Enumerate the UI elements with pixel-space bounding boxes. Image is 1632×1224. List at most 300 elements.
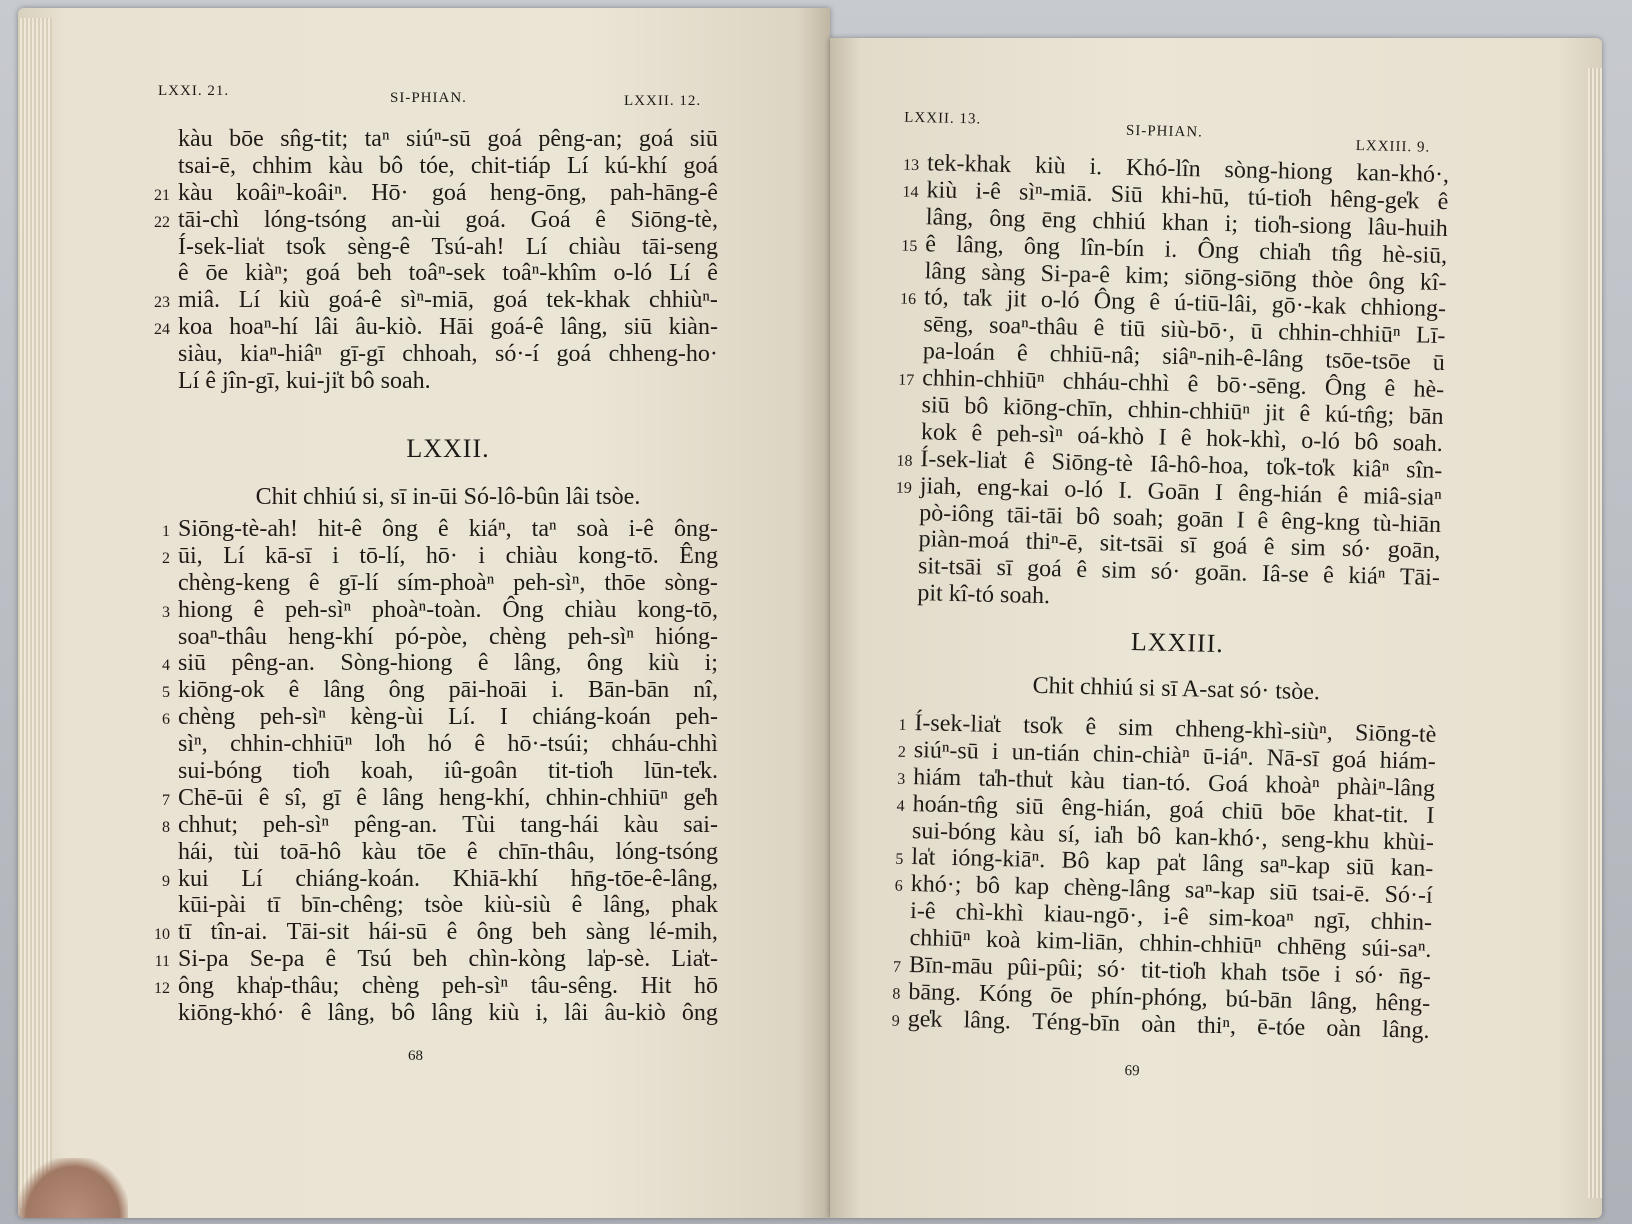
word: sî,: [284, 784, 307, 811]
word: tó,: [923, 284, 950, 312]
word: ê: [466, 838, 478, 865]
word: ông: [382, 516, 419, 542]
verse-number: 24: [154, 321, 170, 339]
word: tsōe: [1281, 960, 1321, 988]
word: âu-kiò.: [355, 314, 423, 341]
word: Só·-í: [1384, 882, 1433, 910]
word: eng-kai: [976, 474, 1050, 502]
page-edges-left: [18, 18, 52, 1208]
word: bô: [391, 1000, 416, 1027]
word: ê: [1384, 375, 1396, 403]
word: ê: [1263, 534, 1275, 561]
word: Nā-sī: [1266, 744, 1320, 773]
word: ê: [438, 516, 449, 542]
word: jiah,: [919, 472, 963, 500]
word: siū: [921, 392, 950, 419]
word: ê: [356, 784, 367, 811]
word: i.: [551, 677, 564, 704]
word: hō: [694, 973, 718, 1000]
word: i.: [1089, 153, 1103, 181]
word: Goá: [530, 206, 571, 233]
word: Í-sek-lia̍t: [920, 445, 1008, 474]
word: sai-: [683, 811, 718, 838]
word: kim-liān,: [1036, 928, 1124, 957]
word: Iâ-se: [1261, 561, 1309, 589]
word: o-ló: [1300, 427, 1341, 455]
word: kiù: [488, 1000, 520, 1027]
verse-number: 12: [154, 980, 170, 998]
word: kèng-ùi: [350, 704, 424, 731]
word: sîn-: [1405, 456, 1443, 484]
word: kàu: [361, 838, 397, 865]
text-line: [178, 1000, 718, 1027]
word: gī-gī: [339, 341, 385, 368]
word: siū: [1346, 854, 1375, 882]
word: ê: [971, 420, 983, 447]
word: Chē-ūi: [178, 784, 244, 811]
word: kim;: [1125, 262, 1170, 290]
word: ge̍h: [683, 784, 718, 811]
word: i-ê: [909, 898, 936, 925]
word: i: [478, 542, 486, 569]
verse-number: 4: [896, 797, 905, 815]
word: tian-tó.: [1122, 768, 1192, 797]
word: pêng-an;: [538, 126, 623, 152]
word: lâi: [564, 1000, 589, 1027]
word: soaⁿ-thâu: [988, 313, 1079, 342]
left-page: [18, 8, 830, 1218]
word: goá-ê: [328, 287, 382, 314]
word: I: [1158, 424, 1167, 451]
word: ê: [595, 206, 606, 233]
word: hō·: [425, 542, 458, 569]
word: oá-khò: [1077, 422, 1145, 451]
word: Ông: [1197, 237, 1240, 265]
word: un-tián: [1011, 739, 1080, 767]
word: chiàu: [564, 596, 617, 623]
word: Tsú-ah!: [431, 233, 505, 260]
word: kan-khó·,: [1174, 823, 1268, 852]
text-line: [178, 731, 718, 758]
word: khoàⁿ: [1265, 771, 1320, 800]
word: chiū: [1221, 797, 1264, 825]
text-line: [162, 650, 718, 677]
word: bô: [1354, 428, 1379, 456]
word: kiau-ngō·,: [1043, 901, 1144, 930]
word: chīn-thâu,: [498, 838, 595, 865]
word: goān.: [1194, 559, 1248, 587]
word: Siōng-tè: [1354, 720, 1437, 748]
word: hit-ê: [318, 516, 362, 542]
word: hn̄g-tōe-ê-lâng,: [570, 865, 718, 892]
word: lâng: [382, 784, 424, 811]
word: kong-tō,: [637, 596, 718, 623]
word: chhim: [252, 152, 313, 179]
word: ê: [253, 596, 265, 623]
word: phoàⁿ-toàn.: [371, 596, 482, 623]
word: tek-khak: [546, 287, 631, 314]
word: tiū: [1119, 316, 1146, 343]
word: Êng: [679, 542, 718, 569]
text-line: [178, 234, 718, 261]
right-page: [830, 38, 1602, 1218]
word: koà: [985, 926, 1022, 954]
word: chhiong-: [1360, 294, 1447, 323]
word: Khiā-khí: [452, 865, 538, 892]
word: sēng,: [923, 311, 974, 339]
word: chháu-chhì: [1062, 368, 1170, 397]
word: chèng-lâng: [1063, 874, 1171, 904]
word: só·-í: [495, 341, 539, 368]
word: Bô: [1061, 847, 1090, 875]
word: ông: [476, 919, 513, 946]
word: ú-tiū-lâi,: [1173, 290, 1258, 319]
word: lé-mih,: [649, 919, 718, 946]
word: kūi-pài: [178, 892, 246, 919]
word: pêng-an.: [353, 811, 438, 838]
word: bô: [964, 393, 989, 420]
word: kiâⁿ: [1352, 455, 1390, 483]
word: ge̍k: [907, 1005, 943, 1033]
word: siàu,: [178, 341, 223, 368]
word: sím-phoàⁿ: [397, 569, 495, 596]
word: tóe,: [419, 152, 455, 179]
left-header-center: SI-PHIAN.: [390, 90, 467, 106]
word: oàn: [1326, 1015, 1362, 1043]
word: chhoah,: [402, 341, 478, 368]
word: êng-kng: [1281, 507, 1361, 536]
verse-number: 8: [162, 818, 170, 836]
word: khan: [1161, 209, 1209, 237]
word: Ông: [502, 596, 544, 623]
word: só·: [1150, 558, 1181, 586]
word: siù-bō·,: [1160, 316, 1236, 345]
verse-number: 19: [895, 479, 913, 497]
word: ông: [1023, 233, 1061, 260]
psalm-73-number: LXXIII.: [1130, 626, 1225, 659]
word: lâng,: [560, 314, 608, 341]
word: sim-koaⁿ: [1208, 905, 1294, 933]
word: tâu-sêng.: [530, 973, 619, 1000]
word: ū: [1432, 349, 1446, 377]
word: Hāi: [439, 314, 474, 341]
word: Goān: [1147, 478, 1200, 506]
word: peh-sìⁿ: [996, 420, 1064, 449]
word: tō-lí,: [359, 542, 406, 569]
word: khi-hū,: [1160, 182, 1231, 210]
word: chhin-chhiūⁿ: [230, 731, 353, 758]
psalm-72-number: LXXII.: [406, 434, 490, 463]
left-header-left: LXXI. 21.: [158, 83, 230, 99]
word: kiàⁿ;: [245, 260, 289, 287]
word: hêng-ge̍k: [1329, 186, 1420, 215]
word: pa-loán: [922, 338, 996, 367]
word: nî,: [693, 677, 718, 704]
word: chìn-kòng: [468, 946, 566, 973]
word: kàu: [1070, 767, 1106, 795]
word: siâⁿ-nih-ê-lâng: [1162, 343, 1304, 374]
word: Téng-bīn: [1031, 1008, 1121, 1037]
word: tī: [266, 892, 281, 919]
verse-number: 5: [162, 684, 170, 702]
word: goá: [683, 152, 718, 179]
word: peh-sìⁿ: [262, 811, 330, 838]
word: Í-sek-lia̍t: [914, 710, 1002, 739]
word: sí,: [1057, 820, 1081, 848]
word: siúⁿ-sū: [405, 126, 471, 152]
word: miâ-siaⁿ: [1363, 482, 1442, 511]
word: kap: [1014, 873, 1050, 901]
psalm-72-title: Chit chhiú si, sī in-ūi Só-lô-bûn lâi tsòe.: [255, 484, 641, 510]
word: lâng: [323, 677, 365, 704]
word: lâng,: [514, 650, 562, 677]
word: goá: [1331, 746, 1367, 774]
text-line: [178, 341, 718, 368]
word: i: [1334, 961, 1342, 988]
right-folio: 69: [1124, 1062, 1140, 1080]
word: Ông: [1093, 288, 1136, 316]
word: jit: [1264, 399, 1286, 427]
word: ê: [300, 1000, 312, 1027]
text-line: [162, 596, 718, 624]
word: Se-pa: [249, 946, 305, 973]
word: súi-saⁿ.: [1361, 935, 1432, 964]
verse-number: 16: [899, 291, 917, 309]
word: thòe: [1311, 266, 1354, 294]
word: só·: [1341, 536, 1372, 563]
word: kiàn-: [668, 314, 718, 341]
word: ióng-kiāⁿ.: [951, 845, 1046, 874]
word: lo̍h: [374, 731, 406, 758]
text-line: [178, 892, 718, 919]
word: hái-sū: [368, 919, 428, 946]
word: lâng,: [327, 1000, 375, 1027]
word: tāi-seng: [642, 233, 718, 260]
word: ê: [325, 946, 337, 973]
word: phak: [671, 892, 718, 919]
word: sit-tsāi: [1099, 530, 1164, 559]
word: hok-khì,: [1205, 425, 1288, 454]
verse-number: 3: [162, 603, 170, 621]
word: goá: [431, 179, 467, 206]
word: peh-sìⁿ: [441, 973, 509, 1000]
word: tōe: [416, 838, 447, 865]
word: chhin-chhiūⁿ: [922, 365, 1045, 395]
text-line: [178, 368, 718, 395]
word: kan-khó·,: [1356, 159, 1450, 189]
word: kiaⁿ-hiâⁿ: [240, 341, 322, 368]
word: pò-iông: [918, 499, 995, 528]
word: miâ.: [178, 287, 220, 314]
word: lóng-tsóng: [615, 838, 718, 865]
word: tùi: [233, 838, 260, 865]
word: iû-goân: [444, 758, 518, 785]
word: lâng: [1202, 851, 1244, 879]
word: ê: [1337, 482, 1349, 509]
word: hè-: [1413, 376, 1445, 404]
word: lâng,: [603, 892, 651, 919]
word: chì-khì: [955, 899, 1024, 927]
word: lūn-te̍k.: [644, 758, 718, 785]
word: chhin-: [1370, 908, 1433, 937]
word: chhiū-nâ;: [1049, 341, 1141, 370]
word: goá.: [465, 206, 506, 233]
word: Tāi-: [1399, 564, 1441, 592]
word: pa̍t: [1156, 850, 1187, 877]
word: sui-bóng: [178, 758, 262, 785]
text-line: [162, 811, 718, 839]
word: bōe: [229, 126, 264, 152]
word: ê: [1257, 507, 1269, 534]
word: ê: [1085, 713, 1097, 741]
word: tāi-tāi: [1006, 501, 1064, 529]
text-line: [162, 704, 718, 731]
word: goá-ê: [490, 314, 544, 341]
word: i,: [535, 1000, 549, 1027]
left-folio: 68: [408, 1048, 423, 1064]
word: bō·-sēng.: [1216, 371, 1307, 401]
word: I: [499, 704, 508, 731]
word: i-ê: [1163, 904, 1189, 931]
word: chheng-ho·: [608, 341, 718, 368]
word: saⁿ-kap: [1259, 852, 1331, 881]
word: ê: [1016, 340, 1028, 367]
word: Lia̍t-: [671, 946, 718, 973]
word: i: [332, 542, 339, 569]
word: sìⁿ-miā,: [400, 287, 475, 314]
word: kiù: [1034, 152, 1066, 180]
word: ê: [1180, 424, 1192, 452]
verse-number: 5: [895, 851, 904, 869]
word: la̍p-sè.: [586, 946, 651, 973]
word: peh-sìⁿ: [284, 596, 352, 623]
word: pêng-an.: [231, 650, 315, 677]
word: bô: [379, 152, 404, 179]
word: Iâ-hô-hoa,: [1149, 451, 1250, 480]
verse-number: 6: [162, 711, 170, 729]
word: peh-sìⁿ: [567, 623, 634, 650]
word: i.: [1164, 236, 1178, 263]
word: hó: [427, 731, 452, 758]
word: soà: [576, 516, 609, 542]
word: sui-bóng: [911, 817, 997, 846]
word: kiáⁿ: [1348, 563, 1386, 591]
word: goān: [1176, 505, 1224, 533]
word: ê: [1023, 448, 1035, 475]
word: bô: [1136, 822, 1162, 850]
verse-number: 18: [896, 452, 913, 470]
verse-number: 1: [162, 523, 170, 540]
word: ê: [288, 677, 300, 704]
word: chhiùⁿ-: [649, 287, 718, 314]
word: Lí: [241, 865, 263, 892]
word: chiàu: [568, 233, 621, 260]
word: bān: [1408, 403, 1444, 431]
word: tso̍k: [1022, 712, 1064, 740]
word: kàu: [623, 811, 659, 838]
word: taⁿ: [531, 516, 557, 542]
word: ê: [1093, 315, 1105, 342]
word: ê: [1149, 289, 1161, 317]
word: Lí.: [448, 704, 476, 731]
word: beh: [357, 260, 392, 287]
word: pāi-hoāi: [448, 677, 528, 704]
word: Hō·: [371, 179, 409, 206]
word: hêng-: [1375, 989, 1431, 1017]
word: ê: [258, 784, 270, 811]
word: lâu-huih: [1367, 214, 1449, 242]
word: siū: [1015, 793, 1045, 820]
verse-number: 2: [897, 743, 907, 761]
word: ê: [308, 569, 320, 596]
verse-number: 8: [892, 985, 901, 1003]
word: Lí: [223, 542, 245, 569]
verse-number: 10: [154, 926, 170, 944]
word: bô: [1075, 503, 1101, 530]
word: lâng.: [1381, 1016, 1430, 1044]
word: bú-bān: [1225, 986, 1293, 1014]
word: Lí: [669, 260, 691, 287]
word: sàng: [585, 919, 630, 946]
word: heng-ōng,: [489, 179, 587, 206]
word: tù-hiān: [1372, 510, 1442, 538]
word: siū: [689, 126, 718, 152]
word: la̍t: [911, 844, 936, 872]
word: tang-hái: [520, 811, 599, 838]
word: ê: [1322, 562, 1335, 589]
text-line: [154, 179, 718, 207]
word: Siōng-tè-ah!: [178, 516, 298, 542]
word: oàn: [1140, 1011, 1177, 1038]
word: chiáng-koán.: [295, 865, 420, 892]
word: goá: [492, 287, 528, 314]
word: I: [1236, 506, 1245, 534]
word: tio̍h: [292, 758, 331, 785]
word: hái,: [178, 838, 214, 865]
word: ngī,: [1313, 907, 1351, 935]
word: taⁿ: [364, 126, 390, 152]
word: só·: [1097, 956, 1128, 983]
word: Kóng: [978, 980, 1033, 1008]
word: tio̍h-siong: [1254, 211, 1352, 240]
text-line: [178, 153, 718, 180]
word: goá: [1212, 533, 1248, 561]
word: soaⁿ-thâu: [178, 623, 267, 650]
word: bô: [975, 872, 1001, 900]
word: siū: [1269, 879, 1298, 907]
word: sim: [1118, 714, 1154, 742]
word: khah: [1220, 959, 1268, 987]
word: chit-tiáp: [470, 152, 551, 179]
word: ū: [1250, 318, 1263, 346]
verse-number: 17: [898, 371, 915, 390]
word: goān,: [1387, 537, 1441, 565]
word: koa: [178, 314, 213, 341]
word: ê: [446, 919, 458, 946]
word: tsòe: [424, 892, 464, 919]
word: seng-khu: [1281, 826, 1370, 855]
word: kiōng-ok: [178, 677, 265, 704]
word: Lī-: [1415, 322, 1446, 350]
verse-number: 1: [898, 716, 907, 734]
word: ông: [178, 973, 214, 1000]
word: kong-tō.: [578, 542, 659, 569]
word: sit-tsāi: [917, 553, 983, 581]
word: hióng-: [655, 623, 718, 650]
left-continuation-text: [154, 126, 718, 395]
word: Khó-lîn: [1125, 154, 1202, 183]
word: ông: [1368, 267, 1405, 295]
